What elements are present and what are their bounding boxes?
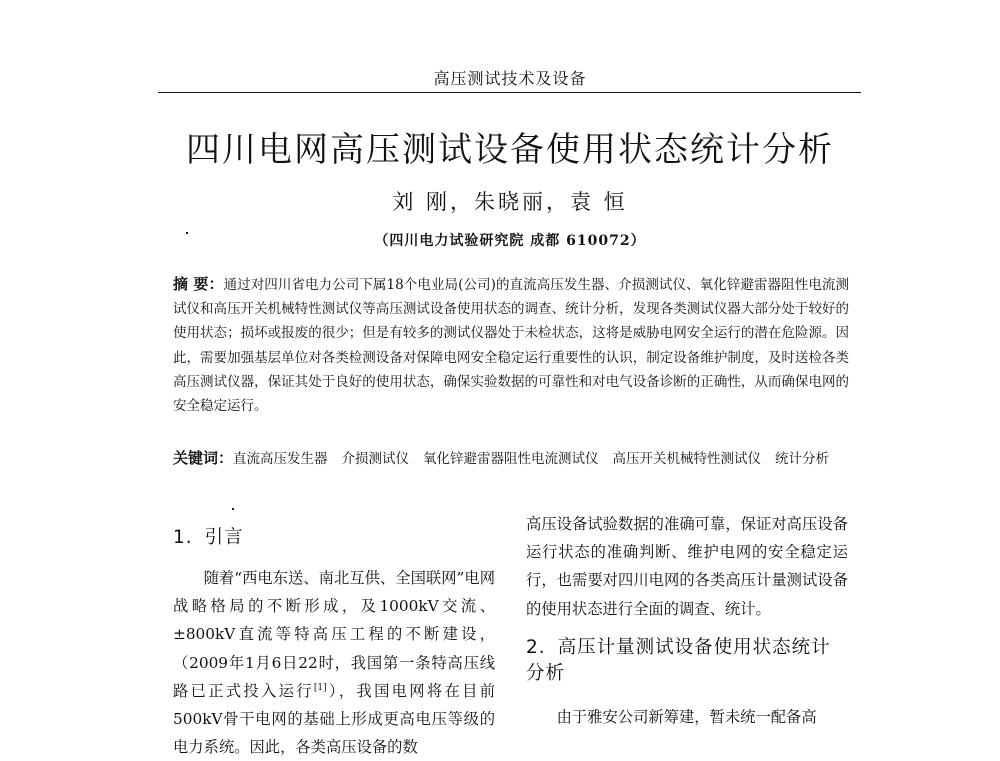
left-column (173, 525, 495, 761)
keyword-item: 介损测试仪 (341, 451, 410, 467)
right-column (526, 510, 848, 731)
keyword-item: 高压开关机械特性测试仪 (612, 451, 762, 467)
paper-authors: 刘 刚，朱晓丽，袁 恒 (392, 190, 628, 214)
running-header: 高压测试技术及设备 (433, 69, 587, 88)
paper-affiliation: （四川电力试验研究院 成都 610072） (374, 233, 646, 249)
scan-speck (232, 508, 234, 510)
header-rule (158, 92, 861, 93)
section-2-paragraph: 由于雅安公司新筹建，暂未统一配备高 (556, 707, 817, 726)
keyword-item: 氧化锌避雷器阻性电流测试仪 (423, 451, 599, 467)
section-2-number: 2. (526, 636, 546, 658)
abstract (173, 272, 849, 418)
abstract-label: 摘 要： (173, 275, 224, 293)
paragraph-text: ），我国电网将在目前500kV骨干电网的基础上形成更高电压等级的电力系统。因此，各类高压设备的数 (173, 681, 495, 757)
keywords (173, 445, 849, 472)
section-2-heading (526, 635, 848, 687)
section-1-title: 引言 (204, 527, 244, 548)
section-2-title: 高压计量测试设备使用状态统计分析 (526, 636, 831, 684)
abstract-text: 通过对四川省电力公司下属18个电业局(公司)的直流高压发生器、介损测试仪、氧化锌避雷器阻性电流测试仪和高压开关机械特性测试仪等高压测试设备使用状态的调查、统计分析，发现各类测试仪器大部分处于较好的使用状态；损坏或报废的很少；但是有较多的测试仪器处于未检状态，这将是威胁电网安全运行的潜在危险源。因此，需要加强基层单位对各类检测设备对保障电网安全稳定运行重要性的认识，制定设备维护制度，及时送检各类高压测试仪器，保证其处于良好的使用状态，确保实验数据的可靠性和对电气设备诊断的正确性，从而确保电网的安全稳定运行。 (173, 277, 849, 415)
paper-title: 四川电网高压测试设备使用状态统计分析 (186, 130, 834, 170)
section-1-paragraph (173, 564, 495, 761)
citation-ref: [1] (313, 682, 327, 693)
continued-paragraph: 高压设备试验数据的准确可靠，保证对高压设备运行状态的准确判断、维护电网的安全稳定运行，也需要对四川电网的各类高压计量测试设备的使用状态进行全面的调查、统计。 (526, 515, 848, 618)
keyword-item: 直流高压发生器 (233, 451, 328, 467)
scan-speck (186, 232, 188, 234)
keywords-label: 关键词： (173, 449, 234, 467)
paragraph-text: 随着“西电东送、南北互供、全国联网”电网战略格局的不断形成，及1000kV交流、±800kV直流等特高压工程的不断建设，（2009年1月6日22时，我国第一条特高压线路已正式投入运行 (173, 569, 495, 700)
keyword-item: 统计分析 (775, 451, 830, 467)
section-1-number: 1. (173, 527, 193, 548)
section-1-heading (173, 525, 495, 551)
